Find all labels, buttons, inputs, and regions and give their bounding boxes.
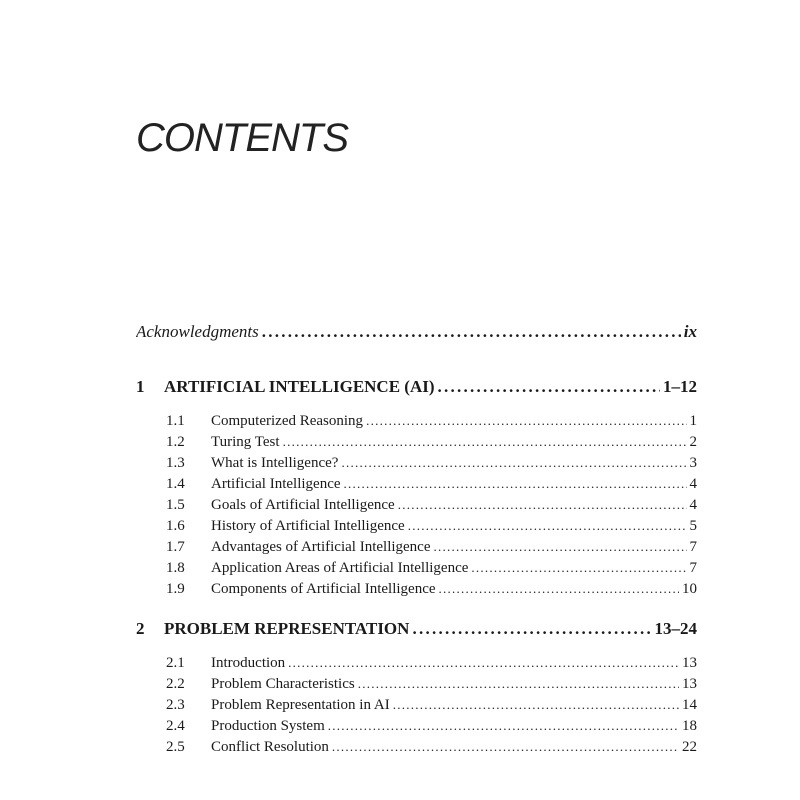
- toc-section-2-2[interactable]: [166, 676, 697, 693]
- section-page: 14: [682, 697, 697, 713]
- toc-section-1-6[interactable]: [166, 518, 697, 535]
- section-title: Turing Test: [211, 434, 280, 450]
- section-number: 1.2: [166, 434, 185, 450]
- chapter-number: 2: [136, 619, 145, 638]
- section-page: 1: [689, 413, 697, 429]
- toc-section-2-5[interactable]: [166, 739, 697, 756]
- dot-leader: [358, 676, 679, 692]
- dot-leader: [408, 518, 687, 534]
- dot-leader: [283, 434, 687, 450]
- section-title: Conflict Resolution: [211, 739, 329, 755]
- section-page: 4: [689, 476, 697, 492]
- section-page: 18: [682, 718, 697, 734]
- section-number: 1.7: [166, 539, 185, 555]
- section-title: Advantages of Artificial Intelligence: [211, 539, 431, 555]
- dot-leader: [438, 377, 660, 397]
- section-page: 5: [689, 518, 697, 534]
- section-number: 1.1: [166, 413, 185, 429]
- dot-leader: [471, 560, 686, 576]
- section-page: 22: [682, 739, 697, 755]
- section-number: 1.6: [166, 518, 185, 534]
- dot-leader: [328, 718, 679, 734]
- section-title: What is Intelligence?: [211, 455, 339, 471]
- dot-leader: [288, 655, 679, 671]
- chapter-number: 1: [136, 377, 145, 396]
- toc-section-1-4[interactable]: [166, 476, 697, 493]
- section-page: 3: [689, 455, 697, 471]
- dot-leader: [439, 581, 679, 597]
- section-number: 2.3: [166, 697, 185, 713]
- dot-leader: [332, 739, 679, 755]
- toc-chapter-1[interactable]: [136, 377, 697, 397]
- dot-leader: [344, 476, 687, 492]
- section-page: 13: [682, 676, 697, 692]
- section-title: Introduction: [211, 655, 286, 671]
- toc-section-1-3[interactable]: [166, 455, 697, 472]
- section-page: 13: [682, 655, 697, 671]
- dot-leader: [262, 322, 681, 342]
- toc-section-2-1[interactable]: [166, 655, 697, 672]
- section-title: Artificial Intelligence: [211, 476, 341, 492]
- section-number: 2.1: [166, 655, 185, 671]
- dot-leader: [393, 697, 679, 713]
- chapter-pages: 13–24: [654, 619, 697, 638]
- dot-leader: [341, 455, 686, 471]
- section-number: 2.5: [166, 739, 185, 755]
- section-title: Goals of Artificial Intelligence: [211, 497, 395, 513]
- section-title: Application Areas of Artificial Intelligence: [211, 560, 469, 576]
- section-page: 7: [689, 560, 697, 576]
- toc-section-2-3[interactable]: [166, 697, 697, 714]
- dot-leader: [434, 539, 687, 555]
- toc-section-1-8[interactable]: [166, 560, 697, 577]
- toc-entry-title: Acknowledgments: [136, 322, 259, 341]
- page-title: CONTENTS: [136, 116, 348, 160]
- section-title: Problem Characteristics: [211, 676, 355, 692]
- section-title: History of Artificial Intelligence: [211, 518, 405, 534]
- toc-section-1-5[interactable]: [166, 497, 697, 514]
- section-number: 1.4: [166, 476, 185, 492]
- dot-leader: [412, 619, 651, 639]
- section-number: 1.9: [166, 581, 185, 597]
- section-number: 2.4: [166, 718, 185, 734]
- section-title: Computerized Reasoning: [211, 413, 364, 429]
- section-title: Components of Artificial Intelligence: [211, 581, 436, 597]
- section-page: 10: [682, 581, 697, 597]
- toc-chapter-2[interactable]: [136, 619, 697, 639]
- section-number: 2.2: [166, 676, 185, 692]
- toc-entry-page: ix: [683, 322, 697, 341]
- section-page: 4: [689, 497, 697, 513]
- toc-section-1-1[interactable]: [166, 413, 697, 430]
- section-number: 1.8: [166, 560, 185, 576]
- chapter-pages: 1–12: [663, 377, 697, 396]
- dot-leader: [398, 497, 687, 513]
- section-number: 1.3: [166, 455, 185, 471]
- section-page: 2: [689, 434, 697, 450]
- toc-section-2-4[interactable]: [166, 718, 697, 735]
- chapter-title: PROBLEM REPRESENTATION: [164, 619, 410, 638]
- chapter-title: ARTIFICIAL INTELLIGENCE (AI): [164, 377, 435, 396]
- section-page: 7: [689, 539, 697, 555]
- toc-entry-acknowledgments[interactable]: [136, 322, 697, 342]
- section-title: Production System: [211, 718, 325, 734]
- section-title: Problem Representation in AI: [211, 697, 390, 713]
- section-number: 1.5: [166, 497, 185, 513]
- toc-section-1-2[interactable]: [166, 434, 697, 451]
- dot-leader: [366, 413, 686, 429]
- toc-section-1-7[interactable]: [166, 539, 697, 556]
- toc-section-1-9[interactable]: [166, 581, 697, 598]
